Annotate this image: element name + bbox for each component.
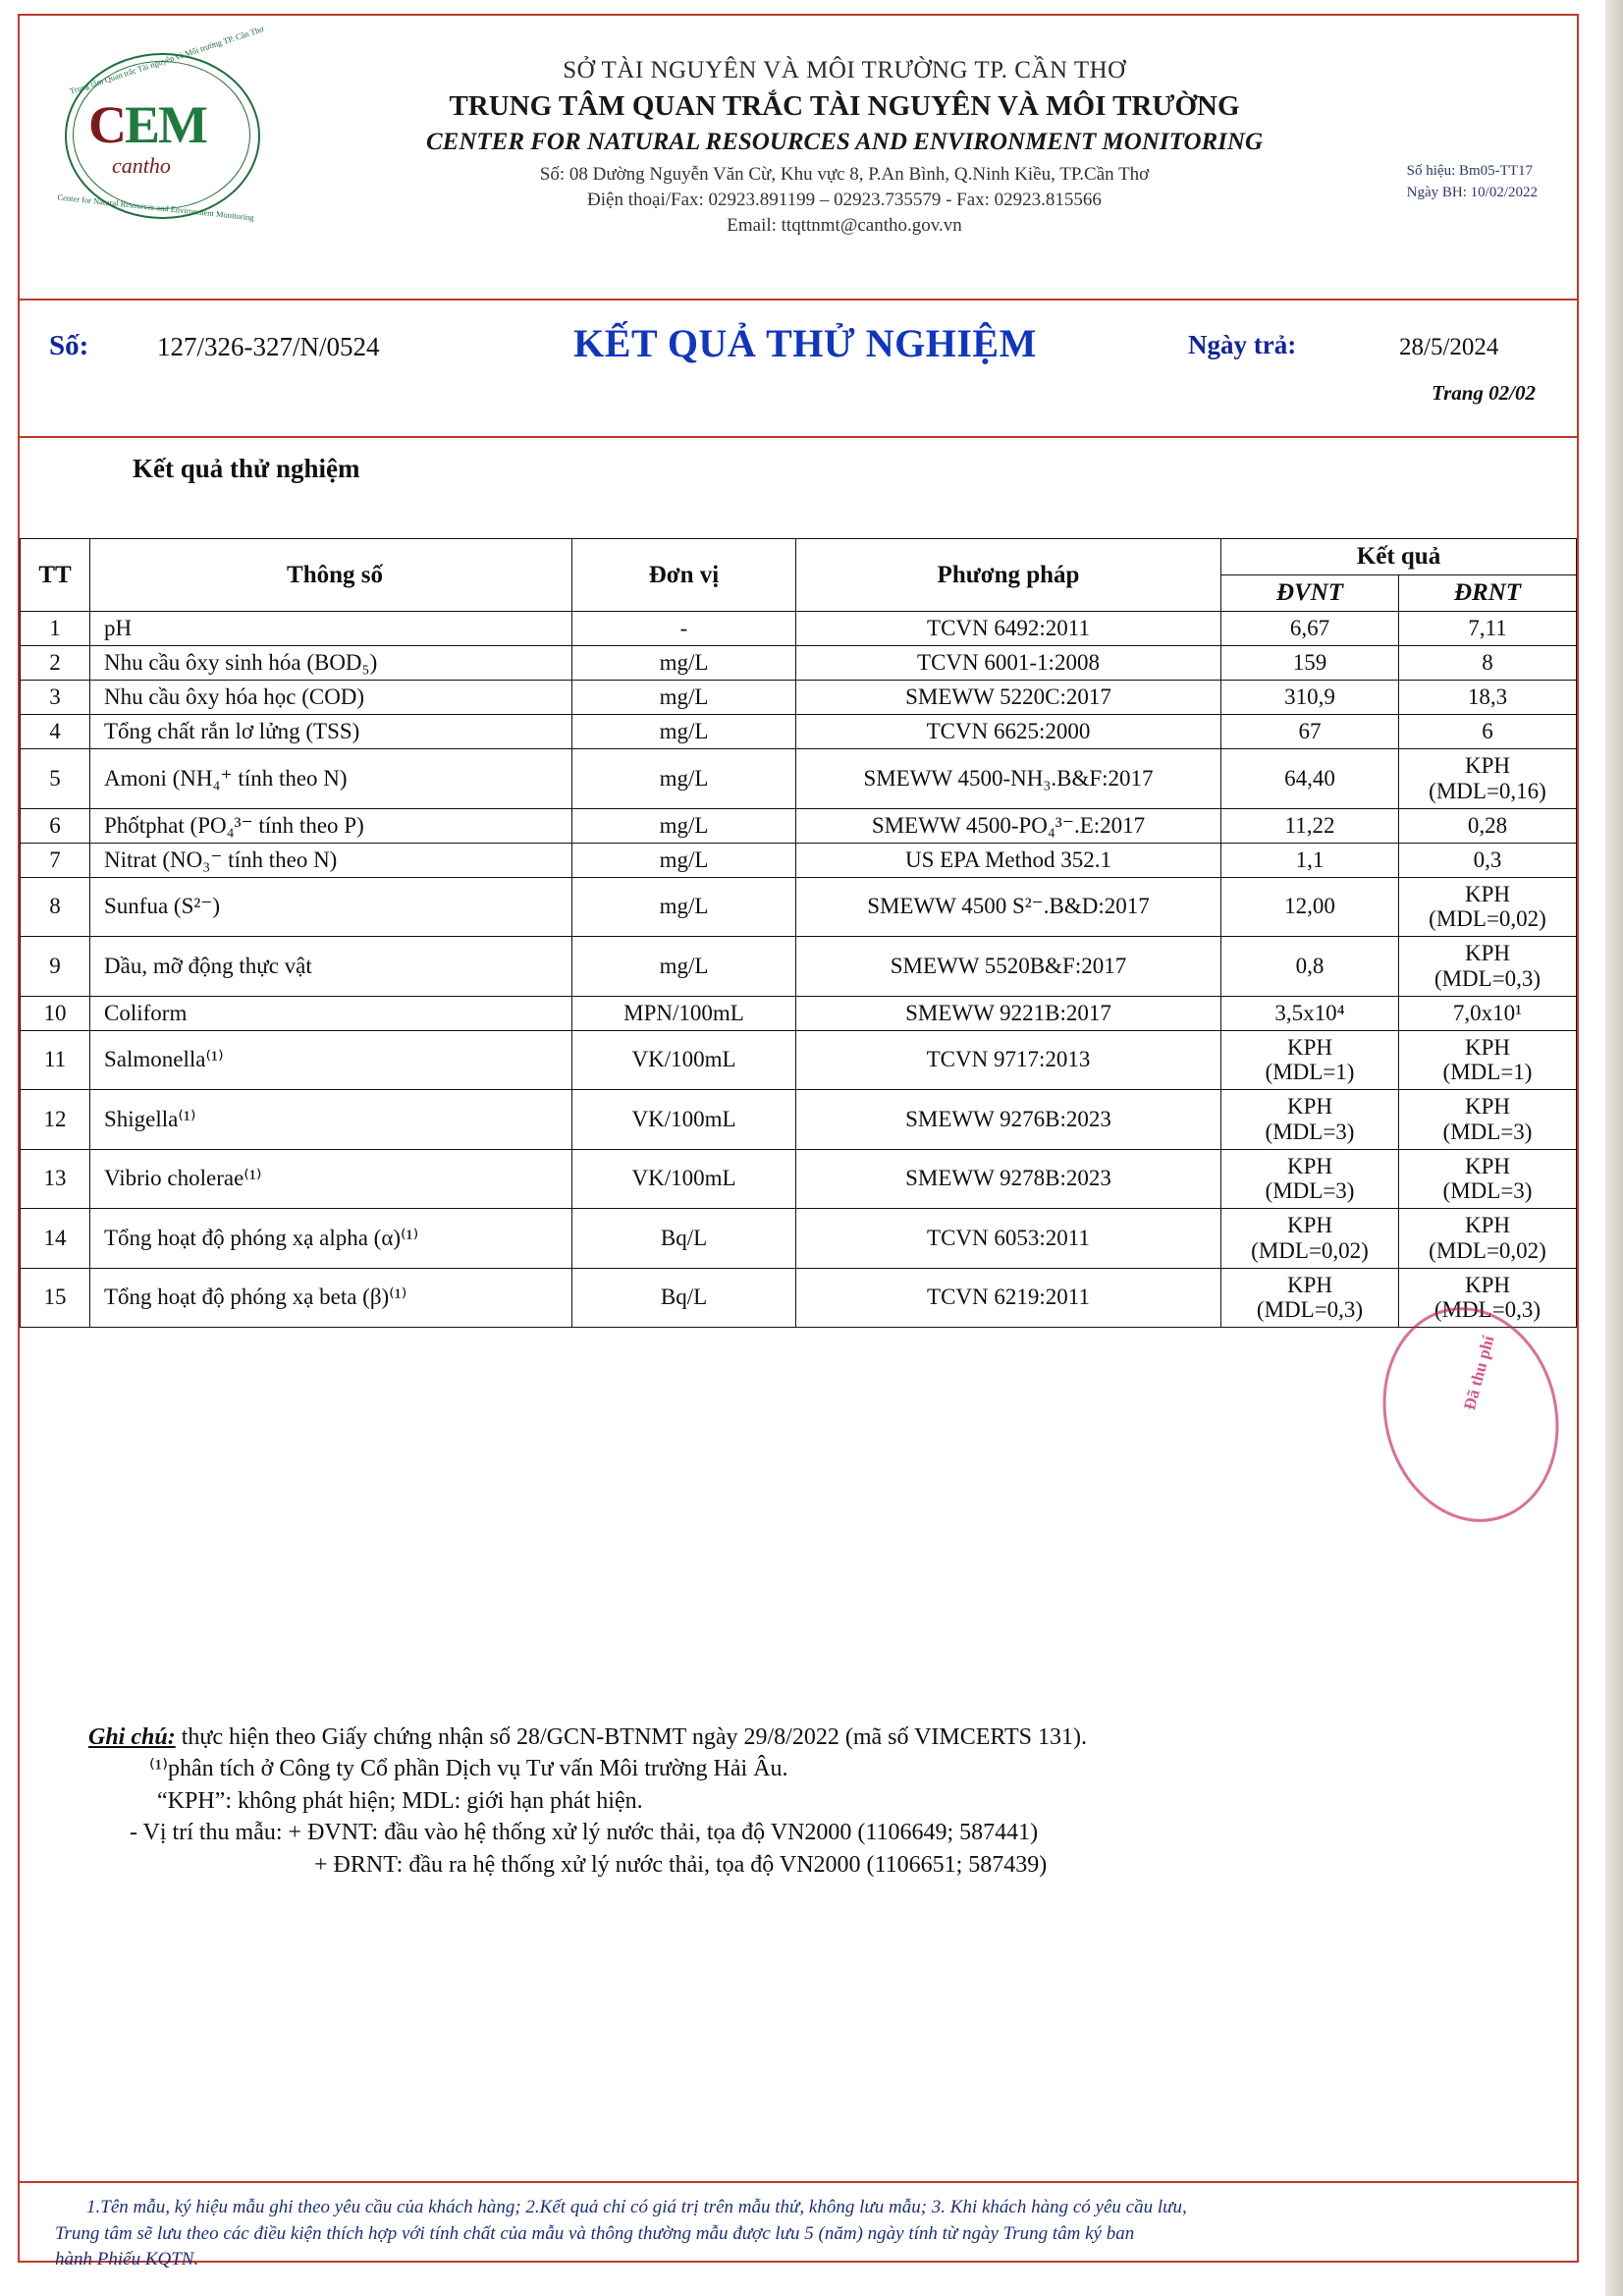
cell-result-dvnt: 310,9 [1221, 681, 1399, 715]
document-header [20, 16, 1577, 301]
cell-tt: 7 [21, 843, 90, 877]
cell-result-dvnt: KPH (MDL=3) [1221, 1149, 1399, 1209]
page-number: Trang 02/02 [1432, 381, 1536, 405]
cell-result-dvnt: KPH (MDL=0,02) [1221, 1209, 1399, 1269]
cell-result-drnt: KPH (MDL=0,3) [1399, 937, 1577, 997]
note-line-4: - Vị trí thu mẫu: + ĐVNT: đầu vào hệ thống xử lý nước thải, tọa độ VN2000 (1106649; 587441) [130, 1820, 1039, 1846]
cell-tt: 6 [21, 808, 90, 843]
cell-parameter: Shigella⁽¹⁾ [90, 1090, 572, 1150]
cell-unit: mg/L [572, 749, 796, 809]
table-row [21, 1149, 1577, 1209]
header-parameter: Thông số [90, 539, 572, 612]
cell-parameter: Sunfua (S²⁻) [90, 877, 572, 937]
department-name: SỞ TÀI NGUYÊN VÀ MÔI TRƯỜNG TP. CẦN THƠ [563, 57, 1126, 83]
cell-result-dvnt: 0,8 [1221, 937, 1399, 997]
table-row [21, 681, 1577, 715]
cell-result-drnt: 8 [1399, 646, 1577, 681]
cell-unit: mg/L [572, 843, 796, 877]
table-row [21, 646, 1577, 681]
delivery-date-label: Ngày trả: [1188, 330, 1297, 359]
cell-unit: mg/L [572, 937, 796, 997]
center-name-en: CENTER FOR NATURAL RESOURCES AND ENVIRONMENT MONITORING [425, 129, 1264, 155]
note-line-2: ⁽¹⁾phân tích ở Công ty Cổ phần Dịch vụ Tư vấn Môi trường Hải Âu. [149, 1756, 788, 1782]
section-title: Kết quả thử nghiệm [133, 454, 360, 483]
notes-label: Ghi chú: [88, 1724, 176, 1750]
cell-tt: 11 [21, 1030, 90, 1090]
cell-result-dvnt: 159 [1221, 646, 1399, 681]
cell-result-dvnt: KPH (MDL=1) [1221, 1030, 1399, 1090]
organization-block [285, 57, 1404, 237]
cell-parameter: Dầu, mỡ động thực vật [90, 937, 572, 997]
table-row [21, 877, 1577, 937]
cell-result-drnt: KPH (MDL=0,16) [1399, 749, 1577, 809]
cell-result-dvnt: 1,1 [1221, 843, 1399, 877]
cell-unit: VK/100mL [572, 1090, 796, 1150]
report-number-value: 127/326-327/N/0524 [157, 332, 380, 361]
cell-method: TCVN 9717:2013 [796, 1030, 1221, 1090]
header-unit: Đơn vị [572, 539, 796, 612]
organization-logo-icon [47, 24, 273, 223]
cell-unit: mg/L [572, 646, 796, 681]
table-header-row [21, 539, 1577, 575]
page-title: KẾT QUẢ THỬ NGHIỆM [573, 321, 1037, 365]
cell-parameter: Tổng chất rắn lơ lửng (TSS) [90, 715, 572, 749]
header-method: Phương pháp [796, 539, 1221, 612]
title-bar [20, 301, 1577, 438]
cell-parameter: Salmonella⁽¹⁾ [90, 1030, 572, 1090]
table-row [21, 1268, 1577, 1328]
cell-tt: 12 [21, 1090, 90, 1150]
cell-parameter: Nhu cầu ôxy sinh hóa (BOD₅) [90, 646, 572, 681]
cell-result-dvnt: 6,67 [1221, 612, 1399, 646]
cell-method: TCVN 6053:2011 [796, 1209, 1221, 1269]
cell-method: SMEWW 5220C:2017 [796, 681, 1221, 715]
cell-tt: 2 [21, 646, 90, 681]
note-line-5: + ĐRNT: đầu ra hệ thống xử lý nước thải, tọa độ VN2000 (1106651; 587439) [314, 1851, 1048, 1878]
logo-arc-bottom-text: Center for Natural Resources and Environment Monitoring [57, 191, 255, 223]
header-result-drnt: ĐRNT [1399, 575, 1577, 612]
cell-tt: 3 [21, 681, 90, 715]
results-table-body [21, 612, 1577, 1328]
cell-method: US EPA Method 352.1 [796, 843, 1221, 877]
results-table [20, 538, 1577, 1328]
delivery-date-value: 28/5/2024 [1399, 334, 1499, 360]
table-row [21, 843, 1577, 877]
document-footer [20, 2181, 1577, 2280]
cell-tt: 5 [21, 749, 90, 809]
cell-result-drnt: KPH (MDL=3) [1399, 1149, 1577, 1209]
cell-result-drnt: KPH (MDL=0,02) [1399, 1209, 1577, 1269]
cell-result-drnt: KPH (MDL=1) [1399, 1030, 1577, 1090]
cell-parameter: Tổng hoạt độ phóng xạ beta (β)⁽¹⁾ [90, 1268, 572, 1328]
header-tt: TT [21, 539, 90, 612]
logo-arc-top-text: Trung tâm Quan trắc Tài nguyên và Môi trường TP. Cần Thơ [68, 24, 265, 96]
cell-tt: 9 [21, 937, 90, 997]
cell-tt: 8 [21, 877, 90, 937]
cell-result-drnt: KPH (MDL=0,02) [1399, 877, 1577, 937]
cell-unit: mg/L [572, 715, 796, 749]
cell-result-dvnt: 3,5x10⁴ [1221, 996, 1399, 1030]
cell-result-drnt: 6 [1399, 715, 1577, 749]
cell-unit: mg/L [572, 877, 796, 937]
table-row [21, 612, 1577, 646]
table-row [21, 808, 1577, 843]
cell-parameter: pH [90, 612, 572, 646]
cell-result-drnt: 0,28 [1399, 808, 1577, 843]
table-row [21, 715, 1577, 749]
cell-result-drnt: KPH (MDL=0,3) [1399, 1268, 1577, 1328]
center-address: Số: 08 Dường Nguyễn Văn Cừ, Khu vực 8, P.An Bình, Q.Ninh Kiều, TP.Cần Thơ [539, 164, 1150, 185]
cell-result-drnt: 7,0x10¹ [1399, 996, 1577, 1030]
logo-main-text: CEM [88, 95, 206, 154]
cell-method: SMEWW 4500-NH₃.B&F:2017 [796, 749, 1221, 809]
cell-method: TCVN 6219:2011 [796, 1268, 1221, 1328]
center-phone: Điện thoại/Fax: 02923.891199 – 02923.735579 - Fax: 02923.815566 [587, 190, 1102, 210]
cell-unit: MPN/100mL [572, 996, 796, 1030]
notes-section [20, 1712, 1577, 1881]
note-line-1 [88, 1722, 1577, 1753]
cell-method: SMEWW 9278B:2023 [796, 1149, 1221, 1209]
cell-tt: 1 [21, 612, 90, 646]
cell-tt: 13 [21, 1149, 90, 1209]
cell-method: TCVN 6625:2000 [796, 715, 1221, 749]
cell-unit: Bq/L [572, 1209, 796, 1269]
cell-result-drnt: 0,3 [1399, 843, 1577, 877]
cell-result-dvnt: 12,00 [1221, 877, 1399, 937]
cell-result-drnt: 18,3 [1399, 681, 1577, 715]
cell-result-dvnt: KPH (MDL=3) [1221, 1090, 1399, 1150]
cell-tt: 4 [21, 715, 90, 749]
logo-sub-text: cantho [112, 153, 171, 178]
cell-method: SMEWW 9221B:2017 [796, 996, 1221, 1030]
cell-method: TCVN 6001-1:2008 [796, 646, 1221, 681]
table-row [21, 1090, 1577, 1150]
note-text-1: thực hiện theo Giấy chứng nhận số 28/GCN-BTNMT ngày 29/8/2022 (mã số VIMCERTS 131). [181, 1724, 1087, 1750]
cell-method: TCVN 6492:2011 [796, 612, 1221, 646]
cell-unit: mg/L [572, 681, 796, 715]
cell-result-dvnt: 11,22 [1221, 808, 1399, 843]
table-row [21, 1209, 1577, 1269]
center-email: Email: ttqttnmt@cantho.gov.vn [727, 215, 962, 236]
cell-method: SMEWW 9276B:2023 [796, 1090, 1221, 1150]
header-result-dvnt: ĐVNT [1221, 575, 1399, 612]
cell-parameter: Phốtphat (PO₄³⁻ tính theo P) [90, 808, 572, 843]
cell-parameter: Nhu cầu ôxy hóa học (COD) [90, 681, 572, 715]
cell-tt: 15 [21, 1268, 90, 1328]
paid-stamp-text: Đã thu phí [1460, 1333, 1498, 1412]
form-code-block [1407, 161, 1538, 204]
cell-tt: 10 [21, 996, 90, 1030]
cell-result-drnt: KPH (MDL=3) [1399, 1090, 1577, 1150]
footer-line-3: hành Phiếu KQTN. [55, 2248, 199, 2269]
report-number-label: Số: [49, 330, 89, 361]
cell-unit: VK/100mL [572, 1149, 796, 1209]
note-line-3: “KPH”: không phát hiện; MDL: giới hạn phát hiện. [157, 1787, 643, 1814]
form-code: Số hiệu: Bm05-TT17 [1406, 163, 1533, 179]
cell-unit: mg/L [572, 808, 796, 843]
form-issue-date: Ngày BH: 10/02/2022 [1406, 184, 1538, 200]
table-row [21, 937, 1577, 997]
header-results-group: Kết quả [1221, 539, 1577, 575]
cell-result-dvnt: 67 [1221, 715, 1399, 749]
cell-unit: - [572, 612, 796, 646]
cell-method: SMEWW 5520B&F:2017 [796, 937, 1221, 997]
cell-result-drnt: 7,11 [1399, 612, 1577, 646]
table-row [21, 749, 1577, 809]
cell-parameter: Tổng hoạt độ phóng xạ alpha (α)⁽¹⁾ [90, 1209, 572, 1269]
cell-result-dvnt: KPH (MDL=0,3) [1221, 1268, 1399, 1328]
center-name-vi: TRUNG TÂM QUAN TRẮC TÀI NGUYÊN VÀ MÔI TRƯỜNG [449, 90, 1240, 122]
cell-parameter: Amoni (NH₄⁺ tính theo N) [90, 749, 572, 809]
cell-unit: Bq/L [572, 1268, 796, 1328]
cell-method: SMEWW 4500-PO₄³⁻.E:2017 [796, 808, 1221, 843]
cell-tt: 14 [21, 1209, 90, 1269]
cell-method: SMEWW 4500 S²⁻.B&D:2017 [796, 877, 1221, 937]
cell-parameter: Coliform [90, 996, 572, 1030]
cell-parameter: Nitrat (NO₃⁻ tính theo N) [90, 843, 572, 877]
footer-line-2: Trung tâm sẽ lưu theo các điều kiện thích hợp với tính chất của mẫu và thông thường mẫu được lưu 5 (năm) ngày tính từ ngày Trung tâm ký ban [55, 2222, 1135, 2244]
results-table-wrapper [20, 538, 1577, 1328]
footer-line-1: 1.Tên mẫu, ký hiệu mẫu ghi theo yêu cầu của khách hàng; 2.Kết quả chỉ có giá trị trên mẫu thử, không lưu mẫu; 3. Khi khách hàng có yêu cầu lưu, [86, 2197, 1187, 2218]
scan-edge-artifact [1605, 0, 1623, 2296]
cell-parameter: Vibrio cholerae⁽¹⁾ [90, 1149, 572, 1209]
table-row [21, 1030, 1577, 1090]
cell-result-dvnt: 64,40 [1221, 749, 1399, 809]
table-row [21, 996, 1577, 1030]
cell-unit: VK/100mL [572, 1030, 796, 1090]
